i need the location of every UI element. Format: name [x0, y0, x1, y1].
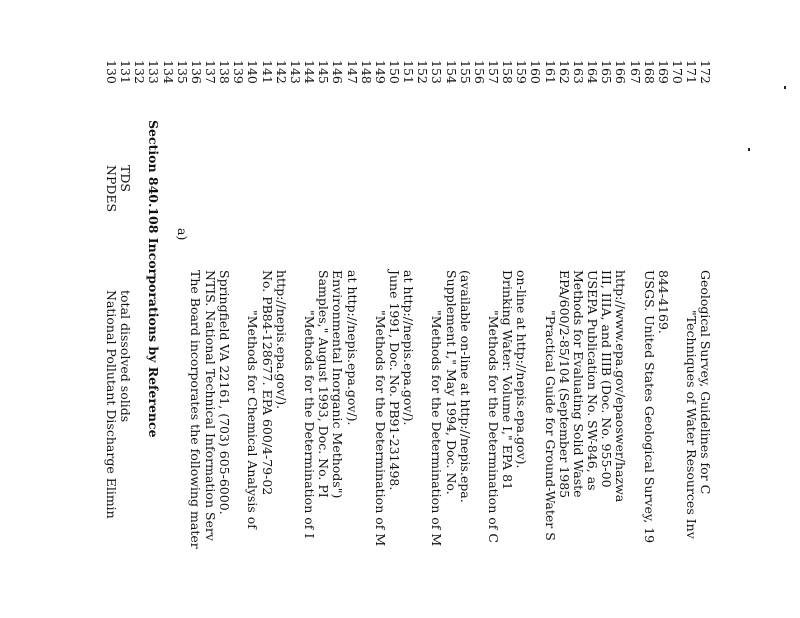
- line-number: 141: [259, 60, 275, 84]
- line-number: 163: [570, 60, 586, 84]
- document-line: "Methods for Chemical Analysis of: [245, 310, 261, 529]
- line-number: 157: [486, 60, 502, 84]
- document-line: No. PB84-128677. EPA 600/4-79-02: [259, 270, 275, 496]
- document-line: "Methods for the Determination of M: [372, 310, 388, 547]
- document-line: "Practical Guide for Ground-Water S: [542, 310, 558, 541]
- line-number: 132: [132, 60, 148, 84]
- line-number: 130: [104, 60, 119, 84]
- document-line: Geological Survey, Guidelines for C: [698, 270, 714, 495]
- line-number: 153: [429, 60, 445, 84]
- document-line: Samples," August 1993, Doc. No. PI: [316, 270, 332, 498]
- document-line: Springfield VA 22161, (703) 605-6000.: [217, 270, 233, 515]
- line-number: 171: [684, 60, 700, 84]
- line-number: 151: [401, 60, 417, 84]
- document-line: http://www.epa.gov/epaoswer/hazwa: [613, 270, 629, 503]
- line-number: 166: [613, 60, 629, 84]
- line-number: 159: [514, 60, 530, 84]
- line-number: 169: [655, 60, 671, 84]
- paragraph-a-text: The Board incorporates the following mater: [188, 270, 203, 549]
- document-line: at http://nepis.epa.gov/).: [344, 270, 360, 426]
- line-number: 155: [457, 60, 473, 84]
- line-number: 139: [231, 60, 247, 84]
- line-number: 140: [245, 60, 261, 84]
- document-line: NTIS. National Technical Information Serv: [203, 270, 219, 541]
- line-number: 162: [556, 60, 572, 84]
- line-number: 152: [415, 60, 431, 84]
- document-line: "Methods for the Determination of C: [486, 310, 502, 543]
- document-line: NPDES: [104, 165, 119, 213]
- line-number: 158: [500, 60, 516, 84]
- document-line: USEPA Publication No. SW-846, as: [585, 270, 601, 491]
- line-number: 164: [585, 60, 601, 84]
- line-number: 170: [670, 60, 685, 84]
- line-number: 136: [188, 60, 204, 84]
- section-heading: Section 840.108 Incorporations by Reference: [146, 120, 162, 438]
- document-line: at http://nepis.epa.gov/).: [401, 270, 417, 426]
- line-number: 146: [330, 60, 346, 84]
- line-number: 161: [542, 60, 558, 84]
- document-line: Environmental Inorganic Methods"): [330, 270, 346, 499]
- scan-speck: [784, 86, 786, 89]
- line-number: 143: [287, 60, 303, 84]
- scan-speck: [748, 148, 750, 151]
- line-number: 148: [358, 60, 374, 84]
- line-number: 144: [302, 60, 318, 84]
- line-number: 168: [641, 60, 657, 84]
- document-line: Drinking Water: Volume I," EPA 81: [500, 270, 516, 491]
- line-number: 138: [217, 60, 233, 84]
- line-number: 167: [627, 60, 643, 84]
- document-line: on-line at http://nepis.epa.gov).: [514, 270, 530, 469]
- document-line: EPA/600/2-85/104 (September 1985: [556, 270, 572, 499]
- document-line: (available on-line at http://nepis.epa.: [457, 270, 473, 503]
- document-line: 844-4169.: [655, 270, 671, 334]
- line-number: 165: [599, 60, 615, 84]
- document-line: June 1991, Doc. No. PB91-231498.: [387, 270, 402, 491]
- line-number: 150: [387, 60, 402, 84]
- line-number: 147: [344, 60, 360, 84]
- line-number: 156: [471, 60, 487, 84]
- document-line: Supplement I," May 1994, Doc. No.: [443, 270, 459, 495]
- line-number: 131: [118, 60, 134, 84]
- line-number: 172: [698, 60, 714, 84]
- line-number: 133: [146, 60, 162, 84]
- line-number: 149: [372, 60, 388, 84]
- document-line: III, IIIA, and IIIB (Doc. No. 955-00: [599, 270, 615, 488]
- line-number: 137: [203, 60, 219, 84]
- line-number: 135: [174, 60, 190, 84]
- document-line: "Techniques of Water Resources Inv: [684, 310, 700, 539]
- document-line: Methods for Evaluating Solid Waste: [570, 270, 586, 498]
- line-number: 145: [316, 60, 332, 84]
- line-number: 154: [443, 60, 459, 84]
- document-line: USGS. United States Geological Survey, 19: [641, 270, 657, 544]
- document-line: "Methods for the Determination of M: [429, 310, 445, 547]
- tds-definition: total dissolved solids: [118, 290, 133, 423]
- line-number: 134: [160, 60, 176, 84]
- document-line: a): [174, 228, 190, 241]
- npdes-definition: National Pollutant Discharge Elimin: [104, 290, 119, 519]
- document-line: "Methods for the Determination of I: [302, 310, 318, 539]
- line-number: 160: [528, 60, 544, 84]
- line-number: 142: [273, 60, 289, 84]
- document-line: http://nepis.epa.gov/).: [273, 270, 289, 410]
- document-line: TDS: [118, 165, 134, 192]
